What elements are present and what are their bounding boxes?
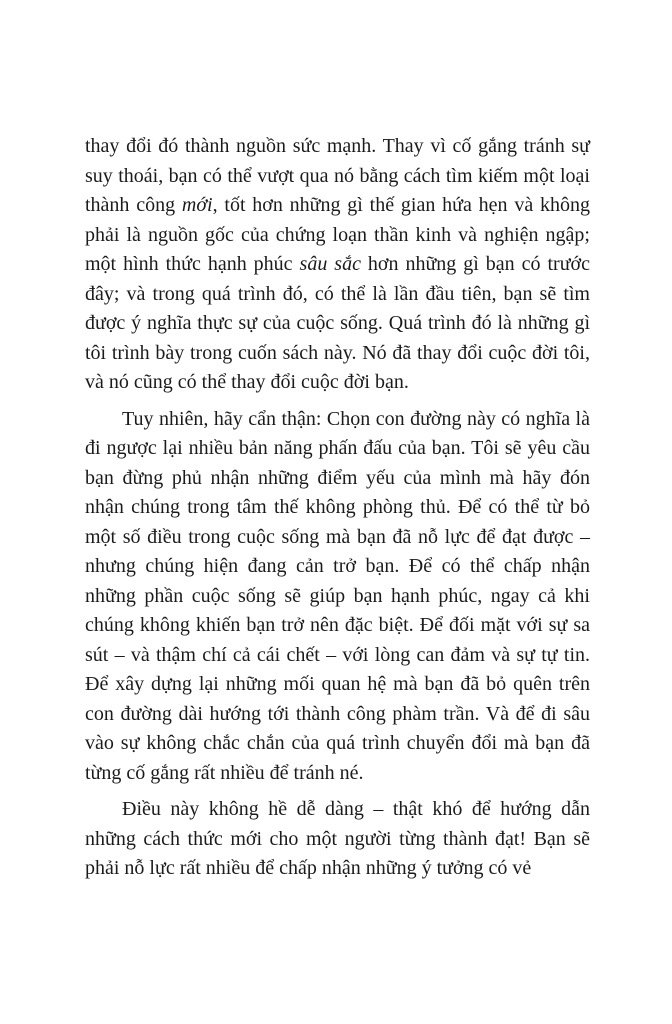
text-run: Tuy nhiên, hãy cẩn thận: Chọn con đường này có nghĩa là đi ngược lại nhiều bản năng phấn đấu của bạn. Tôi sẽ yêu cầu bạn đừng phủ nhận những điểm yếu của mình mà hãy đón nhận chúng trong tâm thế không phòng thủ. Để có thể từ bỏ một số điều trong cuộc sống mà bạn đã nỗ lực để đạt được – nhưng chúng hiện đang cản trở bạn. Để có thể chấp nhận những phần cuộc sống sẽ giúp bạn hạnh phúc, ngay cả khi chúng không khiến bạn trở nên đặc biệt. Để đối mặt với sự sa sút – và thậm chí cả cái chết – với lòng can đảm và sự tự tin. Để xây dựng lại những mối quan hệ mà bạn đã bỏ quên trên con đường dài hướng tới thành công phàm trần. Và để đi sâu vào sự không chắc chắn của quá trình chuyển đổi mà bạn đã từng cố gắng rất nhiều để tránh né.: [85, 407, 590, 784]
page-text-block: [85, 132, 590, 891]
text-run: Điều này không hề dễ dàng – thật khó để hướng dẫn những cách thức mới cho một người từng thành đạt! Bạn sẽ phải nỗ lực rất nhiều để chấp nhận những ý tưởng có vẻ: [85, 798, 590, 879]
italic-text-run: mới: [181, 194, 213, 216]
text-run: hơn những gì bạn có trước đây; và trong quá trình đó, có thể là lần đầu tiên, bạn sẽ tìm được ý nghĩa thực sự của cuộc sống. Quá trình đó là những gì tôi trình bày trong cuốn sách này. Nó đã thay đổi cuộc đời tôi, và nó cũng có thể thay đổi cuộc đời bạn.: [85, 253, 590, 393]
paragraph: [85, 405, 590, 789]
text-run: , tốt hơn những gì thế gian hứa hẹn và không phải là nguồn gốc của chứng loạn thần kinh và nghiện ngập; một hình thức hạnh phúc: [85, 194, 590, 275]
italic-text-run: sâu sắc: [299, 253, 361, 275]
text-run: thay đổi đó thành nguồn sức mạnh. Thay vì cố gắng tránh sự suy thoái, bạn có thể vượt qua nó bằng cách tìm kiếm một loại thành công: [85, 135, 590, 216]
paragraph: [85, 132, 590, 398]
paragraph: [85, 795, 590, 884]
